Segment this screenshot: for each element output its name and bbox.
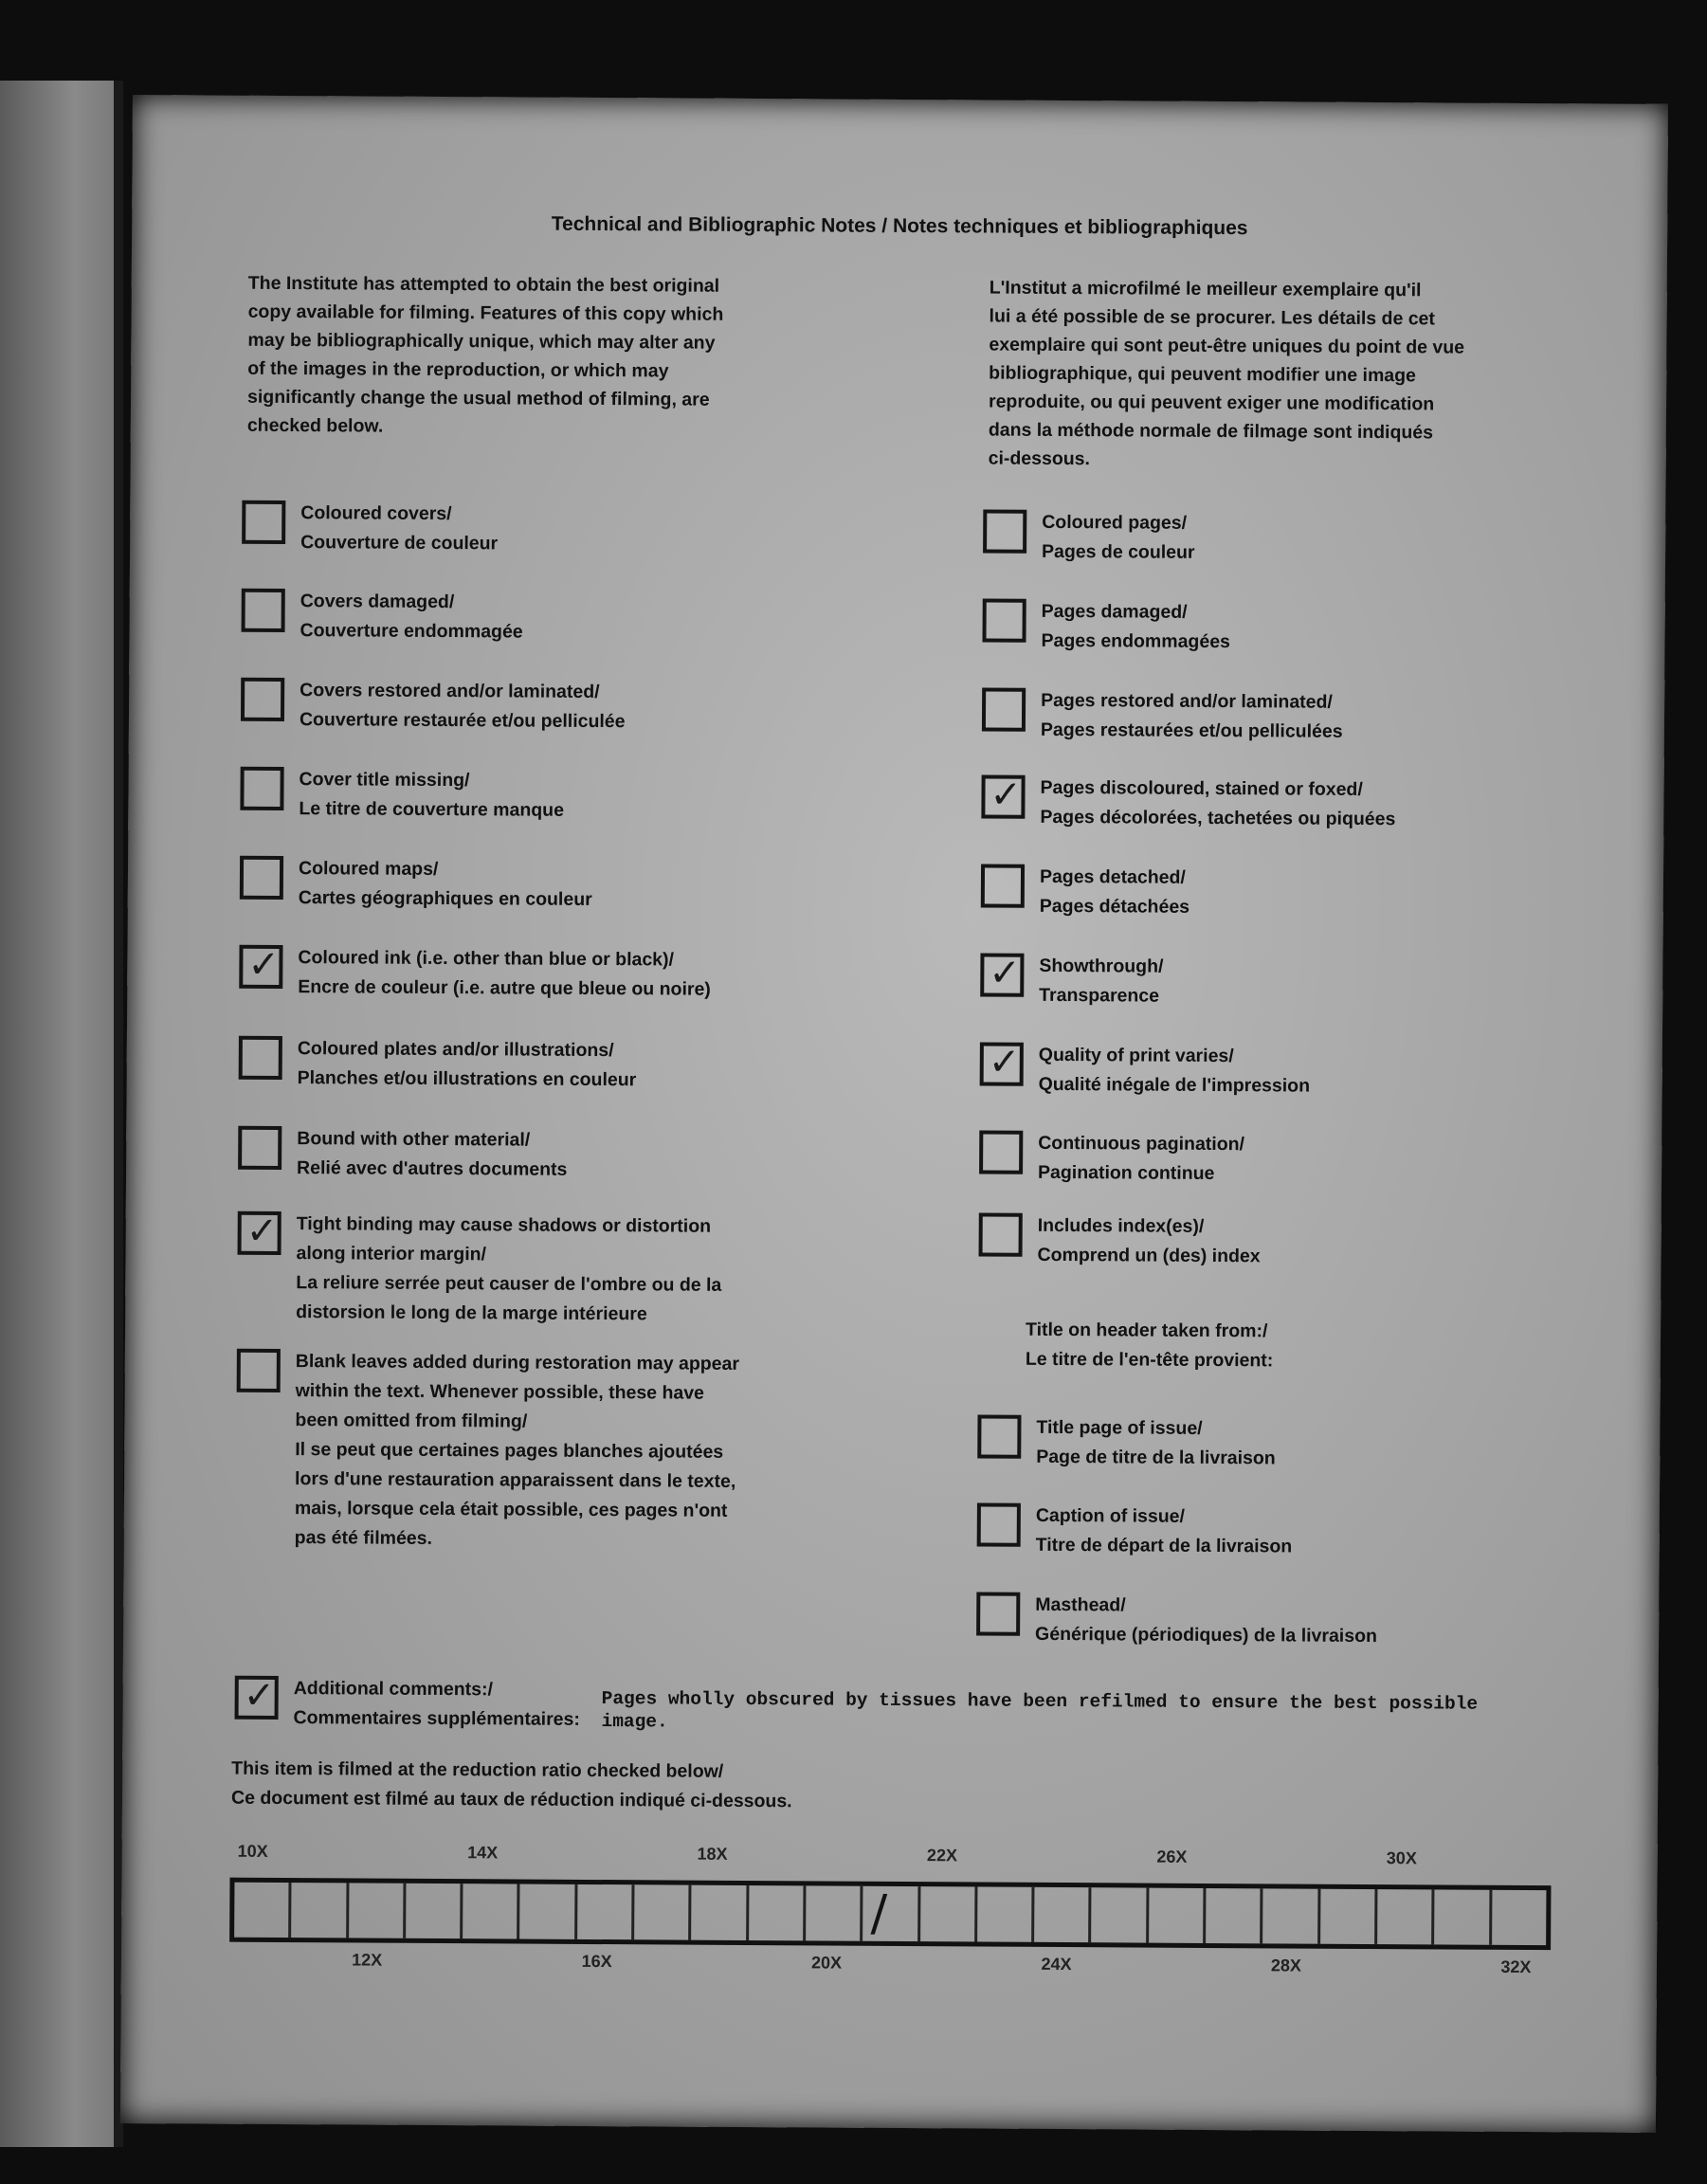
- reduction-text-line: This item is filmed at the reduction ratio checked below/: [231, 1757, 724, 1782]
- checklist-item-label: Couverture restaurée et/ou pelliculée: [299, 709, 626, 733]
- checklist-item-label: mais, lorsque cela était possible, ces pages n'ont: [294, 1498, 728, 1521]
- checklist-item: [982, 685, 1343, 746]
- scale-label-top: 18X: [697, 1844, 728, 1864]
- checklist-item-label: Tight binding may cause shadows or distortion: [296, 1213, 712, 1237]
- checklist-item: [981, 862, 1190, 921]
- checklist-item-label: Title page of issue/: [1036, 1416, 1203, 1439]
- checklist-item-label: Générique (périodiques) de la livraison: [1035, 1623, 1378, 1647]
- scale-check-mark: /: [870, 1884, 888, 1942]
- checklist-item-label: Transparence: [1039, 984, 1160, 1007]
- checklist-item-label: Bound with other material/: [297, 1128, 531, 1151]
- checklist-item: [238, 1124, 568, 1185]
- checklist-item: [234, 1674, 580, 1735]
- scale-label-top: 14X: [467, 1843, 499, 1863]
- scale-label-bottom: 28X: [1270, 1956, 1302, 1975]
- scale-label-top: 22X: [926, 1846, 958, 1866]
- checklist-item-label: Pages damaged/: [1041, 600, 1188, 623]
- checkbox-empty[interactable]: [238, 1126, 281, 1170]
- checklist-item: [981, 773, 1395, 834]
- scale-cell[interactable]: [577, 1884, 635, 1939]
- checklist-item: [240, 765, 564, 826]
- checklist-item-label: Pages discoloured, stained or foxed/: [1040, 776, 1363, 800]
- checkbox-empty[interactable]: [977, 1502, 1021, 1546]
- checkbox-empty[interactable]: [981, 864, 1025, 907]
- checklist-item-label: Page de titre de la livraison: [1036, 1446, 1276, 1469]
- check-mark-icon: ✓: [245, 1209, 279, 1253]
- checklist-item-label: Coloured maps/: [298, 858, 439, 880]
- scale-label-top: 26X: [1156, 1847, 1188, 1866]
- checklist-item: [240, 854, 592, 915]
- checklist-item-label: Commentaires supplémentaires:: [293, 1707, 580, 1730]
- checkbox-checked[interactable]: [239, 942, 282, 989]
- scale-cell[interactable]: [463, 1884, 520, 1938]
- checkbox-empty[interactable]: [983, 509, 1026, 553]
- scale-cell[interactable]: [1377, 1889, 1435, 1944]
- checklist-item-label: Pages endommagées: [1041, 629, 1230, 653]
- reduction-text: [231, 1755, 792, 1817]
- checklist-item-label: Coloured covers/: [300, 502, 452, 525]
- scale-label-bottom: 20X: [810, 1953, 843, 1973]
- checklist-item-label: Covers damaged/: [300, 591, 455, 613]
- adjacent-page-edge: [0, 81, 123, 2147]
- scale-cell[interactable]: [1492, 1890, 1547, 1945]
- checklist-item: [242, 499, 498, 559]
- checklist-item-label: Cartes géographiques en couleur: [298, 887, 592, 910]
- checklist-item: [239, 1034, 637, 1096]
- scale-label-bottom: 32X: [1500, 1956, 1532, 1977]
- checkbox-empty[interactable]: [979, 1130, 1023, 1174]
- checklist-item-label: Coloured plates and/or illustrations/: [297, 1038, 614, 1062]
- checkbox-checked[interactable]: [980, 953, 1024, 996]
- intro-french: L'Institut a microfilmé le meilleur exemplaire qu'il lui a été possible de se procurer. Les détails de cet exemplaire qui sont peut-être uniques du point de vue bibliographique, qui peuvent modifier une image reproduite, ou qui peuvent exiger une modification dans la méthode normale de filmage sont indiqués ci-dessous.: [988, 277, 1465, 470]
- checklist-item-label: Pages restaurées et/ou pelliculées: [1040, 719, 1343, 742]
- header-note-line: Le titre de l'en-tête provient:: [1025, 1348, 1274, 1372]
- checklist-item-label: Encre de couleur (i.e. autre que bleue ou noire): [298, 976, 711, 1000]
- scale-cell[interactable]: [1149, 1888, 1207, 1943]
- scale-cell[interactable]: [520, 1884, 578, 1939]
- scale-cell[interactable]: [806, 1885, 863, 1940]
- scale-cell[interactable]: [1034, 1887, 1092, 1942]
- check-mark-icon: ✓: [243, 1673, 276, 1718]
- checklist-item-label: La reliure serrée peut causer de l'ombre ou de la: [296, 1272, 722, 1296]
- page-title: Technical and Bibliographic Notes / Notes techniques et bibliographiques: [551, 212, 1248, 240]
- checklist-item-label: Pagination continue: [1038, 1161, 1215, 1184]
- checklist-item-label: Caption of issue/: [1035, 1504, 1186, 1527]
- scale-cell[interactable]: [1262, 1888, 1320, 1943]
- scale-cell[interactable]: [234, 1883, 292, 1938]
- scale-cell[interactable]: [1320, 1889, 1378, 1944]
- checklist-item-label: Coloured ink (i.e. other than blue or black)/: [298, 947, 675, 971]
- scale-label-bottom: 12X: [352, 1950, 383, 1970]
- checklist-item-label: Additional comments:/: [293, 1678, 493, 1701]
- checklist-item: [241, 587, 523, 647]
- checkbox-empty[interactable]: [242, 589, 285, 632]
- checkbox-empty[interactable]: [239, 1036, 282, 1080]
- checklist-item-label: Comprend un (des) index: [1037, 1244, 1261, 1267]
- checkbox-empty[interactable]: [977, 1414, 1021, 1458]
- scale-cell[interactable]: [863, 1886, 920, 1941]
- checklist-item-label: Quality of print varies/: [1038, 1044, 1234, 1067]
- scale-cell[interactable]: [977, 1886, 1035, 1941]
- checklist-item: [980, 1040, 1311, 1101]
- checklist-item-label: Le titre de couverture manque: [299, 798, 565, 821]
- checklist-item-label: pas été filmées.: [294, 1527, 433, 1549]
- checklist-item: [980, 951, 1163, 1010]
- checklist-item: [983, 507, 1195, 567]
- scale-cell[interactable]: [291, 1883, 349, 1938]
- checklist-item: [979, 1128, 1244, 1189]
- scale-cell[interactable]: [406, 1884, 463, 1938]
- checklist-item-label: lors d'une restauration apparaissent dans le texte,: [295, 1468, 736, 1492]
- checklist-item-label: Showthrough/: [1039, 955, 1164, 977]
- intro-english: The Institute has attempted to obtain the best original copy available for filming. Features of this copy which may be bibliographically unique, which may alter any of the images in the reproduction, or which may significantly change the usual method of filming, are checked below.: [246, 272, 724, 437]
- checklist-item-label: been omitted from filming/: [295, 1410, 528, 1432]
- check-mark-icon: ✓: [988, 1040, 1021, 1084]
- checkbox-checked[interactable]: [981, 774, 1025, 818]
- scale-label-bottom: 24X: [1041, 1954, 1072, 1975]
- checklist-item-label: Pages detached/: [1039, 865, 1186, 888]
- checklist-item-label: Qualité inégale de l'impression: [1038, 1073, 1311, 1097]
- checklist-item: [241, 676, 626, 737]
- checkbox-checked[interactable]: [238, 1211, 281, 1255]
- checklist-item-label: Pages de couleur: [1042, 540, 1195, 563]
- checkbox-empty[interactable]: [242, 500, 285, 544]
- checklist-item-label: Pages restored and/or laminated/: [1041, 689, 1333, 713]
- checkbox-empty[interactable]: [240, 767, 283, 810]
- checklist-item-label: Titre de départ de la livraison: [1035, 1534, 1293, 1557]
- checkbox-empty[interactable]: [976, 1592, 1020, 1635]
- reduction-scale: [229, 1878, 1551, 1951]
- checkbox-empty[interactable]: [982, 687, 1026, 731]
- checklist-item-label: Relié avec d'autres documents: [297, 1157, 568, 1180]
- checklist-item-label: Covers restored and/or laminated/: [300, 680, 600, 703]
- checklist-item-label: Coloured pages/: [1042, 511, 1188, 534]
- scale-cell[interactable]: [691, 1885, 749, 1940]
- checklist-item: [976, 1590, 1377, 1651]
- notes-page: [120, 95, 1668, 2133]
- checklist-item-label: Cover title missing/: [299, 769, 470, 792]
- checkbox-checked[interactable]: [980, 1042, 1024, 1085]
- check-mark-icon: ✓: [247, 942, 281, 987]
- checklist-item: [982, 596, 1230, 657]
- checklist-item: [977, 1412, 1276, 1473]
- header-note: [1026, 1316, 1274, 1376]
- reduction-text-line: Ce document est filmé au taux de réduction indiqué ci-dessous.: [230, 1787, 792, 1812]
- checklist-item-label: Pages détachées: [1039, 895, 1190, 918]
- checklist-item: [977, 1501, 1293, 1561]
- checklist-item-label: Masthead/: [1035, 1593, 1126, 1616]
- checklist-item-label: Couverture endommagée: [300, 620, 523, 643]
- header-note-line: Title on header taken from:/: [1025, 1319, 1268, 1342]
- checklist-item-label: Pages décolorées, tachetées ou piquées: [1040, 806, 1396, 830]
- checklist-item-label: Blank leaves added during restoration may appear: [295, 1351, 740, 1374]
- checklist-item: [237, 1210, 722, 1330]
- checkbox-empty[interactable]: [979, 1212, 1023, 1256]
- check-mark-icon: ✓: [990, 773, 1023, 817]
- scale-label-top: 30X: [1386, 1848, 1417, 1868]
- checklist-item-label: distorsion le long de la marge intérieure: [296, 1301, 647, 1325]
- scale-cell[interactable]: [1434, 1889, 1492, 1944]
- additional-comments-note: Pages wholly obscured by tissues have been refilmed to ensure the best possible image.: [601, 1688, 1479, 1733]
- checklist-item-label: Il se peut que certaines pages blanches ajoutées: [295, 1439, 724, 1463]
- checklist-item-label: along interior margin/: [296, 1243, 487, 1265]
- checkbox-empty[interactable]: [237, 1349, 281, 1392]
- checklist-item-label: within the text. Whenever possible, these have: [295, 1380, 704, 1404]
- checkbox-empty[interactable]: [982, 598, 1026, 642]
- checkbox-empty[interactable]: [240, 856, 283, 900]
- checklist-item-label: Includes index(es)/: [1037, 1214, 1205, 1237]
- scale-label-top: 10X: [237, 1841, 268, 1861]
- checklist-item-label: Continuous pagination/: [1038, 1132, 1245, 1156]
- scale-cell[interactable]: [1092, 1887, 1150, 1942]
- scale-cell[interactable]: [349, 1883, 407, 1938]
- checkbox-checked[interactable]: [235, 1673, 279, 1720]
- check-mark-icon: ✓: [989, 951, 1022, 995]
- checklist-item: [236, 1347, 739, 1556]
- checklist-item: [239, 943, 711, 1005]
- scale-label-bottom: 16X: [581, 1951, 612, 1972]
- checklist-item-label: Planches et/ou illustrations en couleur: [297, 1067, 637, 1091]
- scale-cell[interactable]: [1206, 1888, 1263, 1943]
- checkbox-empty[interactable]: [241, 678, 284, 721]
- scale-cell[interactable]: [920, 1886, 978, 1941]
- checklist-item-label: Couverture de couleur: [300, 532, 499, 555]
- scale-cell[interactable]: [634, 1884, 692, 1939]
- scale-cell[interactable]: [749, 1885, 807, 1940]
- checklist-item: [978, 1210, 1260, 1271]
